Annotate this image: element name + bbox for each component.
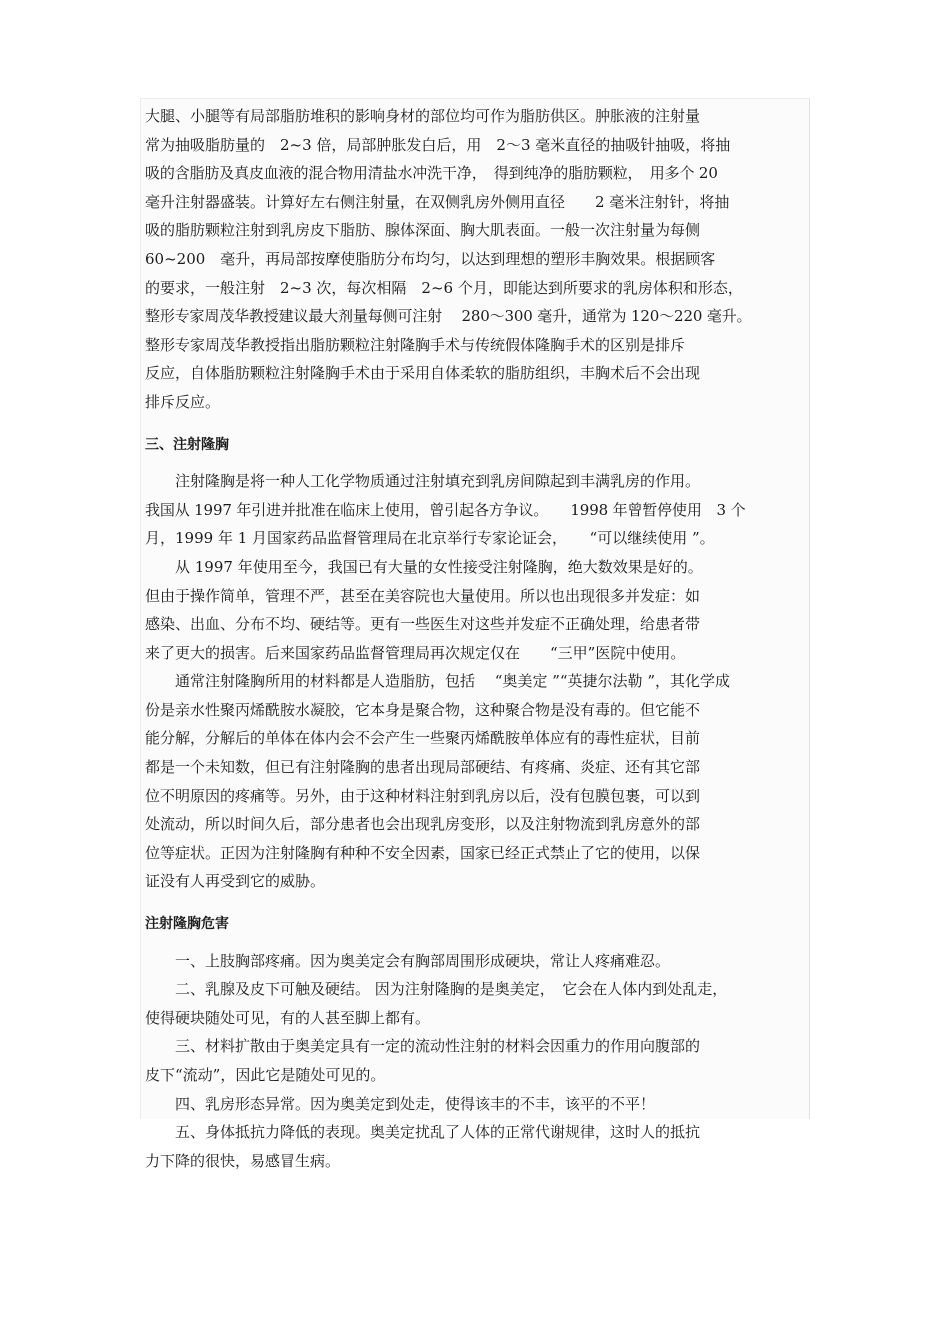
paragraph-line: 毫升注射器盛装。计算好左右侧注射量，在双侧乳房外侧用直径 2 毫米注射针，将抽 xyxy=(145,192,730,211)
document-body xyxy=(145,102,810,1175)
harm-line: 皮下“流动”，因此它是随处可见的。 xyxy=(145,1066,386,1084)
section-line: 从 1997 年使用至今，我国已有大量的女性接受注射隆胸，绝大数效果是好的。 xyxy=(145,557,703,576)
section-line: 能分解，分解后的单体在体内会不会产生一些聚丙烯酰胺单体应有的毒性症状，目前 xyxy=(145,729,701,748)
paragraph-line: 大腿、小腿等有局部脂肪堆积的影响身材的部位均可作为脂肪供区。肿胀液的注射量 xyxy=(145,107,701,125)
section-line: 感染、出血、分布不均、硬结等。更有一些医生对这些并发症不正确处理，给患者带 xyxy=(145,615,701,634)
section-line: 证没有人再受到它的威胁。 xyxy=(145,872,326,891)
paragraph-line: 排斥反应。 xyxy=(145,392,221,411)
harm-line: 二、乳腺及皮下可触及硬结。 因为注射隆胸的是奥美定， 它会在人体内到处乱走， xyxy=(145,980,728,999)
section-line: 位等症状。正因为注射隆胸有种种不安全因素，国家已经正式禁止了它的使用，以保 xyxy=(145,843,701,862)
section-line: 通常注射隆胸所用的材料都是人造脂肪，包括 “奥美定 ”“英捷尔法勒 ”，其化学成 xyxy=(145,672,730,691)
section-line: 来了更大的损害。后来国家药品监督管理局再次规定仅在 “三甲”医院中使用。 xyxy=(145,643,686,662)
section-heading-injection: 三、注射隆胸 xyxy=(145,436,229,453)
section-line: 月，1999 年 1 月国家药品监督管理局在北京举行专家论证会， “可以继续使用 ”。 xyxy=(145,529,715,548)
section-heading-harm: 注射隆胸危害 xyxy=(145,916,229,933)
paragraph-line: 60~200 毫升，再局部按摩使脂肪分布均匀，以达到理想的塑形丰胸效果。根据顾客 xyxy=(145,249,716,268)
section-line: 但由于操作简单，管理不严，甚至在美容院也大量使用。所以也出现很多并发症：如 xyxy=(145,586,701,605)
paragraph-line: 的要求，一般注射 2~3 次，每次相隔 2~6 个月，即能达到所要求的乳房体积和形态， xyxy=(145,278,743,297)
paragraph-line: 整形专家周茂华教授建议最大剂量每侧可注射 280～300 毫升，通常为 120～220 毫升。 xyxy=(145,307,752,326)
paragraph-line: 整形专家周茂华教授指出脂肪颗粒注射隆胸手术与传统假体隆胸手术的区别是排斥 xyxy=(145,335,686,354)
section-line: 都是一个未知数，但已有注射隆胸的患者出现局部硬结、有疼痛、炎症、还有其它部 xyxy=(145,758,701,777)
paragraph-line: 吸的含脂肪及真皮血液的混合物用清盐水冲洗干净， 得到纯净的脂肪颗粒， 用多个 20 xyxy=(145,164,718,183)
paragraph-line: 吸的脂肪颗粒注射到乳房皮下脂肪、腺体深面、胸大肌表面。一般一次注射量为每侧 xyxy=(145,221,701,240)
paragraph-line: 反应，自体脂肪颗粒注射隆胸手术由于采用自体柔软的脂肪组织，丰胸术后不会出现 xyxy=(145,364,701,383)
section-line: 注射隆胸是将一种人工化学物质通过注射填充到乳房间隙起到丰满乳房的作用。 xyxy=(145,472,701,491)
paragraph-line: 常为抽吸脂肪量的 2~3 倍，局部肿胀发白后，用 2～3 毫米直径的抽吸针抽吸，将抽 xyxy=(145,135,731,154)
section-line: 我国从 1997 年引进并批准在临床上使用，曾引起各方争议。 1998 年曾暂停使用 3 个 xyxy=(145,500,746,519)
harm-line: 四、乳房形态异常。因为奥美定到处走，使得该丰的不丰，该平的不平！ xyxy=(145,1094,656,1113)
harm-line: 五、身体抵抗力降低的表现。奥美定扰乱了人体的正常代谢规律，这时人的抵抗 xyxy=(145,1123,701,1142)
harm-line: 力下降的很快，易感冒生病。 xyxy=(145,1151,341,1170)
section-line: 处流动，所以时间久后，部分患者也会出现乳房变形，以及注射物流到乳房意外的部 xyxy=(145,815,701,834)
harm-line: 使得硬块随处可见，有的人甚至脚上都有。 xyxy=(145,1008,431,1027)
section-line: 份是亲水性聚丙烯酰胺水凝胶，它本身是聚合物，这种聚合物是没有毒的。但它能不 xyxy=(145,700,701,719)
harm-line: 三、材料扩散由于奥美定具有一定的流动性注射的材料会因重力的作用向腹部的 xyxy=(145,1037,701,1056)
harm-line: 一、上肢胸部疼痛。因为奥美定会有胸部周围形成硬块，常让人疼痛难忍。 xyxy=(145,951,671,970)
section-line: 位不明原因的疼痛等。另外，由于这种材料注射到乳房以后，没有包膜包裹，可以到 xyxy=(145,786,701,805)
